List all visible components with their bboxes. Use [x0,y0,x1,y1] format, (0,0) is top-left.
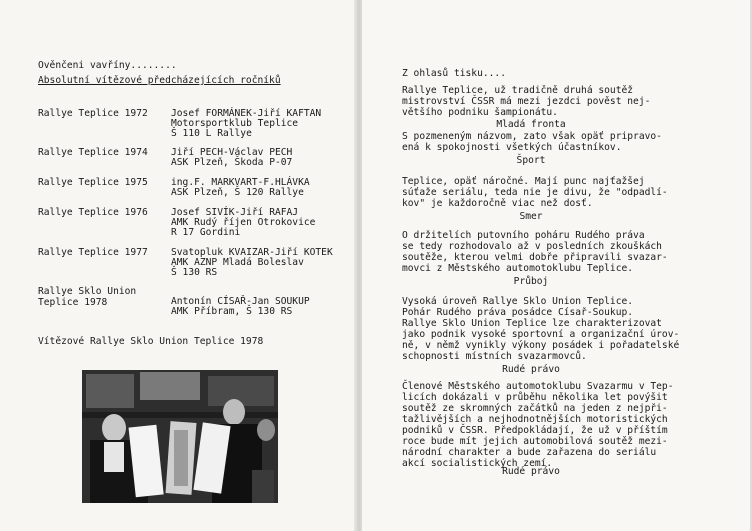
winner-event: Rallye Teplice 1975 [38,177,148,188]
winner-car: Š 130 RS [171,267,218,278]
quote-text: S pozmeneným názvom, zato však opäť pripravo- ená k spokojnosti všetkých účastníkov. [402,131,662,153]
winner-club: AMK AZNP Mladá Boleslav [171,257,304,268]
winner-club: Motorsportklub Teplice [171,118,299,129]
quote-text: Členové Městského automotoklubu Svazarmu v Tep- licích dokázali v průběhu několika let povýšit soutěž ze skromných začátků na jeden z nejpři- tažlivějších a nejhodnotnějších motoristických podniků v ČSSR. Předpokládají, že už v příštím roce bude mít jejich automobilová soutěž mezi- národní charakter a bude zařazena do seriálu akcí socialistických zemí. [402,381,674,469]
quote-source: Mladá fronta [496,119,566,130]
winner-crew: ing.F. MARKVART-F.HLÁVKA [171,177,310,188]
winner-crew: Jiří PECH-Václav PECH [171,147,293,158]
winner-car: R 17 Gordini [171,227,241,238]
winner-event: Rallye Teplice 1977 [38,247,148,258]
press-title: Z ohlasů tisku.... [402,68,506,79]
quote-source: Rudé právo [502,466,560,477]
heading-winners: Absolutní vítězové předcházejících ročníků [38,75,281,86]
winners-photo [82,370,278,503]
photo-caption: Vítězové Rallye Sklo Union Teplice 1978 [38,336,264,347]
quote-source: Smer [519,211,543,222]
winner-club: ASK Plzeň, Š 120 Rallye [171,187,304,198]
winner-event: Rallye Teplice 1972 [38,108,148,119]
winner-event: Rallye Teplice 1976 [38,207,148,218]
winner-club: AMK Rudý říjen Otrokovice [171,217,316,228]
quote-source: Rudé právo [502,364,560,375]
winner-crew: Josef SIVÍK-Jiří RAFAJ [171,207,299,218]
quote-source: Průboj [513,276,549,287]
winner-event: Rallye Sklo Union Teplice 1978 [38,286,137,308]
right-page [362,0,750,531]
winner-car: Š 110 L Rallye [171,128,252,139]
quote-source: Šport [516,155,546,166]
quote-text: Vysoká úroveň Rallye Sklo Union Teplice. Pohár Rudého práva posádce Císař-Soukup. Rallye Sklo Union Teplice lze charakterizovat jako podnik vysoké sportovní a organizační úrov- ně, v němž vynikly výkony posádek i pořadatelské schopnosti místních svazarmovců. [402,296,680,362]
winner-club: AMK Příbram, Š 130 RS [171,306,293,317]
winner-event: Rallye Teplice 1974 [38,147,148,158]
winner-crew: Svatopluk KVAIZAR-Jiří KOTEK [171,247,333,258]
winner-crew: Antonín CÍSAŘ-Jan SOUKUP [171,296,310,307]
winner-club: ASK Plzeň, Škoda P-07 [171,157,293,168]
quote-text: O držitelích putovního poháru Rudého práva se tedy rozhodovalo až v posledních zkouškách soutěže, kterou velmi dobře připravili svazar- movci z Městského automotoklubu Teplice. [402,230,668,274]
heading-laurels: Ověnčeni vavříny........ [38,60,177,71]
left-page [0,0,358,531]
quote-text: Rallye Teplice, už tradičně druhá soutěž mistrovství ČSSR má mezi jezdci pověst nej- většího podniku šampionátu. [402,85,651,118]
winner-crew: Josef FORMÁNEK-Jiří KAFTAN [171,108,322,119]
quote-text: Teplice, opäť náročné. Mají punc najťažšej súťaže seriálu, teda nie je divu, že "odpadlí- kov" je každoročně viac než dosť. [402,176,668,209]
